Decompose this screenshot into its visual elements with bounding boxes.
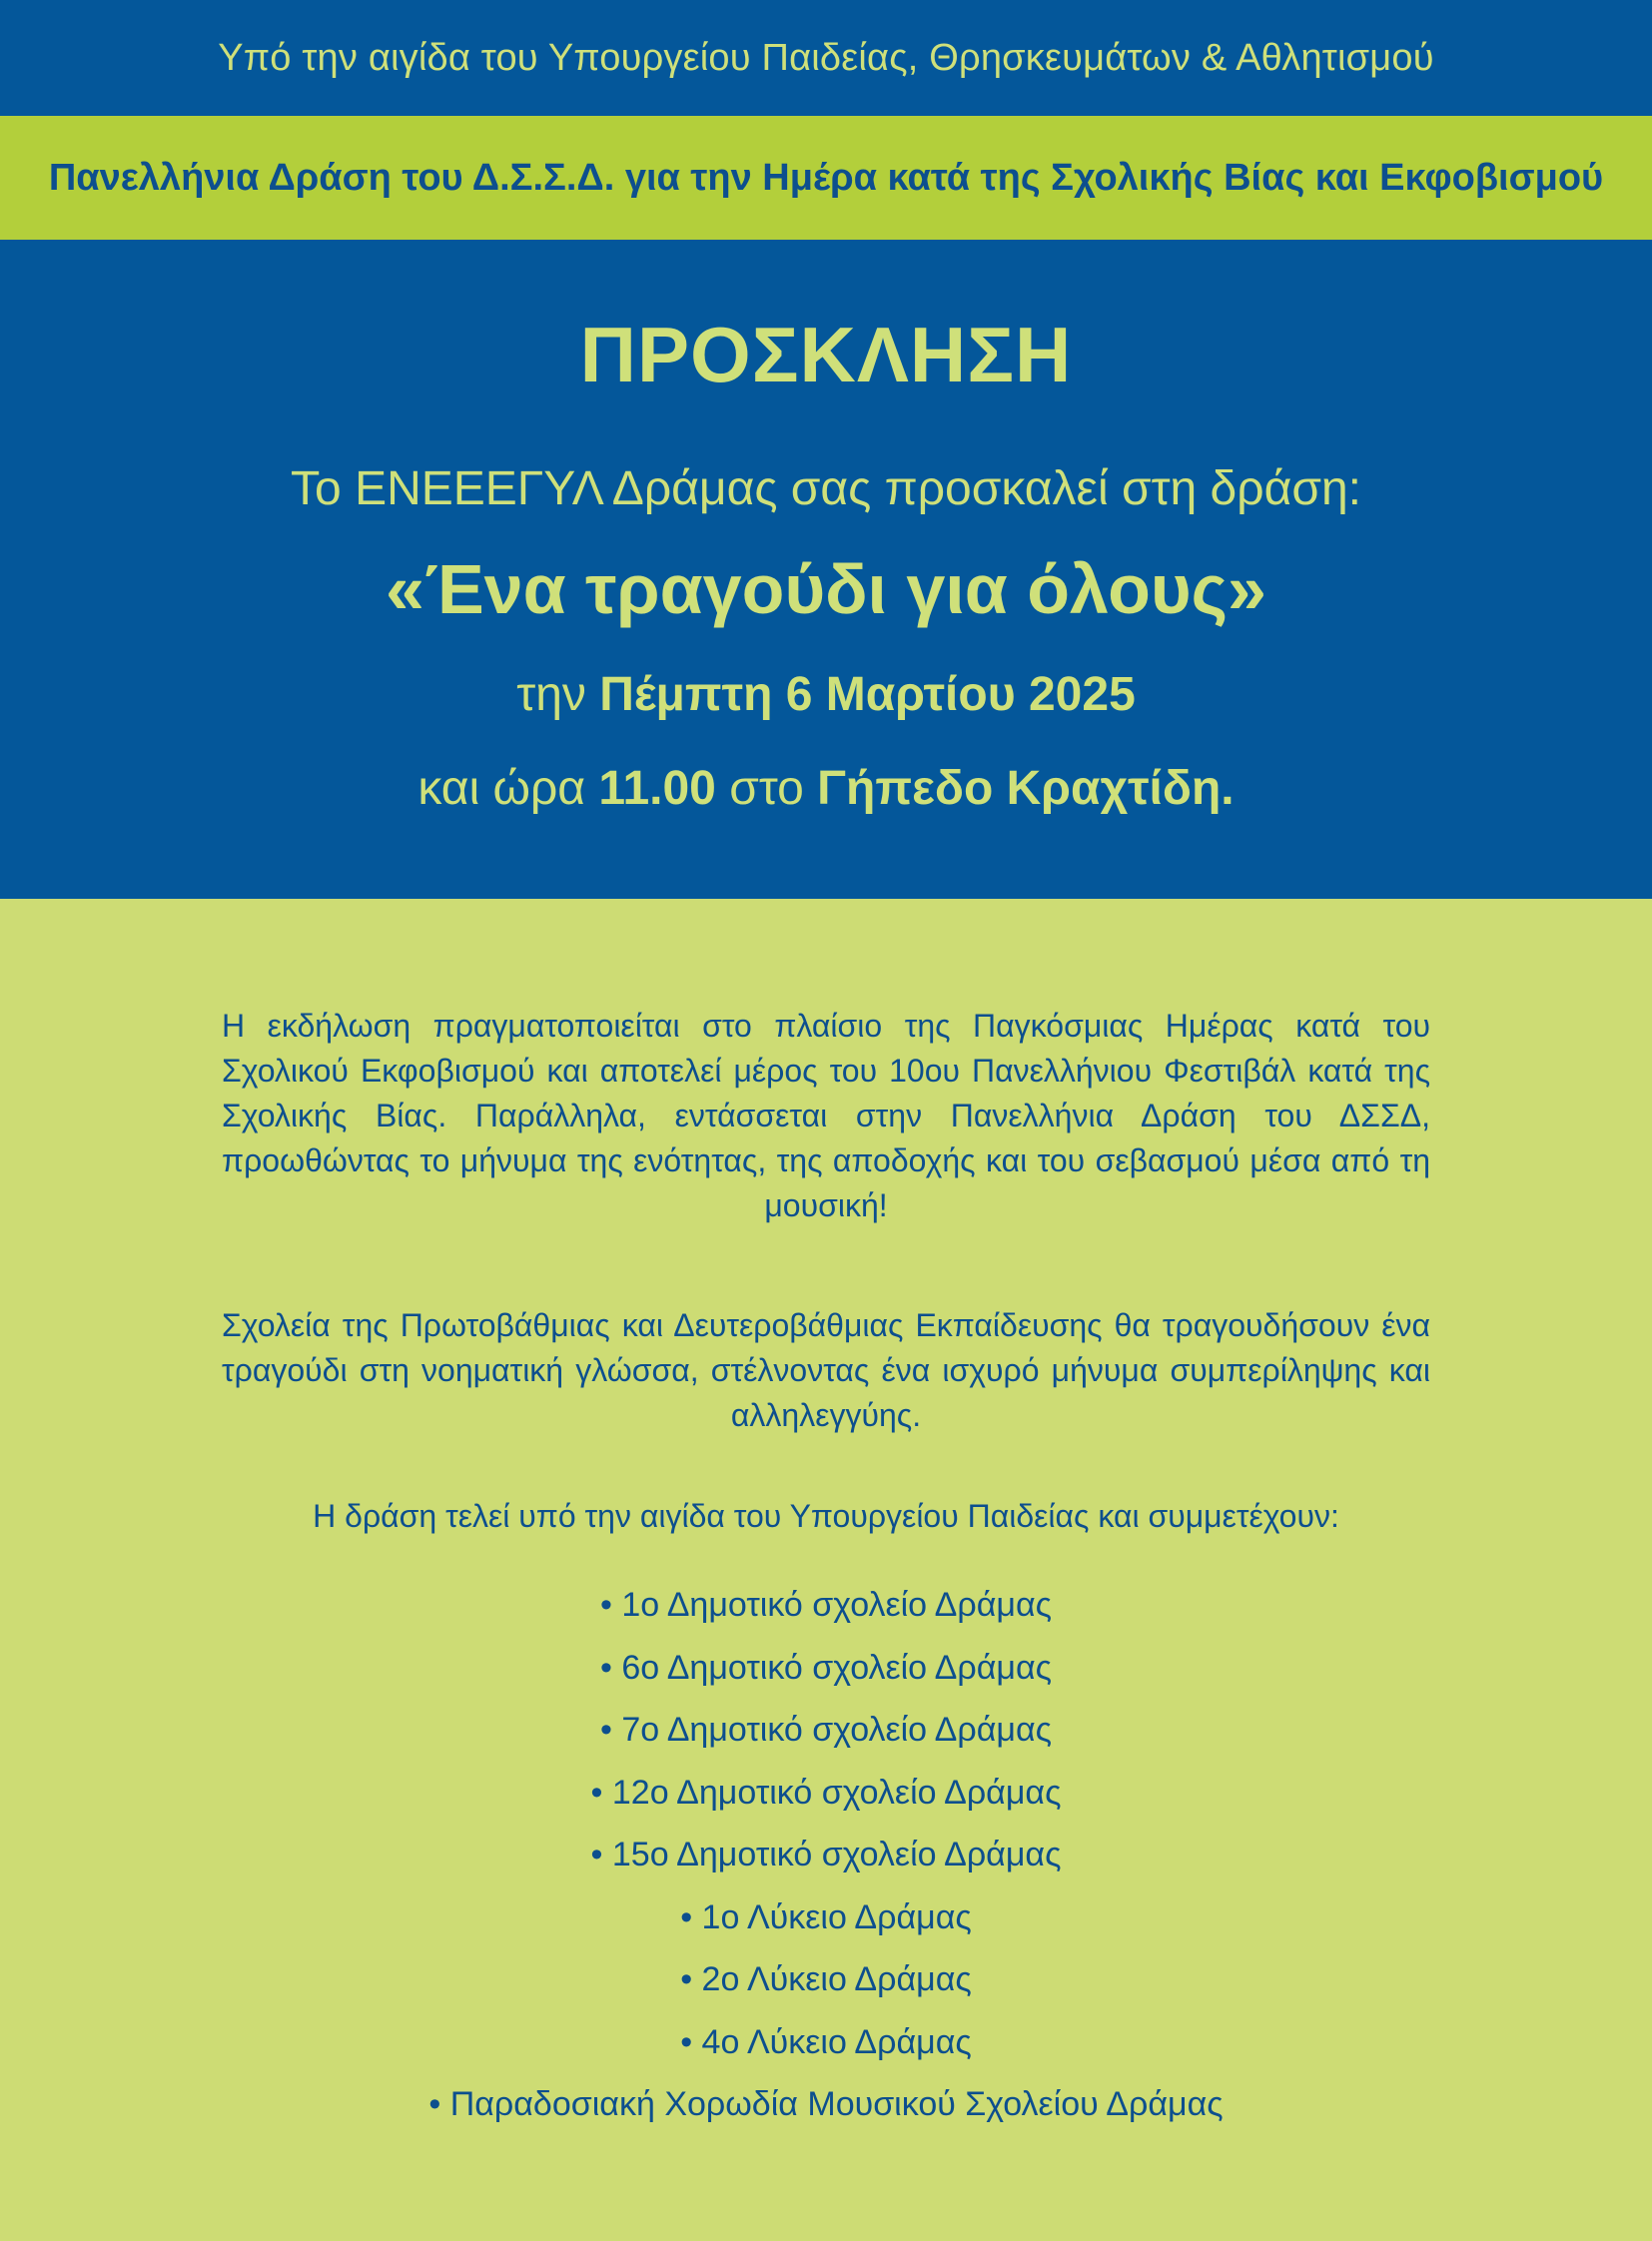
- participants-intro: Η δράση τελεί υπό την αιγίδα του Υπουργείου Παιδείας και συμμετέχουν:: [313, 1498, 1339, 1534]
- participants-list: [0, 1574, 1652, 2136]
- place-prefix: στο: [715, 762, 818, 815]
- event-date-line: [0, 667, 1652, 722]
- list-item: • 2ο Λύκειο Δράμας: [680, 1960, 972, 1998]
- list-item: • 4ο Λύκειο Δράμας: [680, 2022, 972, 2061]
- list-item: • 7ο Δημοτικό σχολείο Δράμας: [599, 1711, 1052, 1749]
- action-banner: [0, 116, 1652, 240]
- list-item: • 15ο Δημοτικό σχολείο Δράμας: [590, 1836, 1062, 1873]
- patronage-banner: [0, 0, 1652, 116]
- event-place: Γήπεδο Κραχτίδη.: [817, 762, 1235, 815]
- description-paragraph: Η εκδήλωση πραγματοποιείται στο πλαίσιο της Παγκόσμιας Ημέρας κατά του Σχολικού Εκφοβισμού και αποτελεί μέρος του 10ου Πανελλήνιου Φεστιβάλ κατά της Σχολικής Βίας. Παράλληλα, εντάσσεται στην Πανελλήνια Δράση του ΔΣΣΔ, προωθώντας το μήνυμα της ενότητας, της αποδοχής και του σεβασμού μέσα από τη μουσική!: [222, 1008, 1430, 1223]
- date-prefix: την: [516, 668, 600, 721]
- list-item: • 12ο Δημοτικό σχολείο Δράμας: [590, 1773, 1062, 1812]
- list-item: • Παραδοσιακή Χορωδία Μουσικού Σχολείου Δράμας: [428, 2085, 1224, 2123]
- invitation-intro: Το ΕΝΕΕΕΓΥΛ Δράμας σας προσκαλεί στη δράση:: [291, 462, 1361, 515]
- participation-paragraph: Σχολεία της Πρωτοβάθμιας και Δευτεροβάθμιας Εκπαίδευσης θα τραγουδήσουν ένα τραγούδι στη νοηματική γλώσσα, στέλνοντας ένα ισχυρό μήνυμα συμπερίληψης και αλληλεγγύης.: [222, 1307, 1430, 1433]
- action-text: Πανελλήνια Δράση του Δ.Σ.Σ.Δ. για την Ημέρα κατά της Σχολικής Βίας και Εκφοβισμού: [48, 156, 1604, 199]
- invitation-title: ΠΡΟΣΚΛΗΣΗ: [579, 311, 1073, 398]
- event-date: Πέμπτη 6 Μαρτίου 2025: [599, 668, 1136, 721]
- event-time-line: [0, 761, 1652, 816]
- event-name: «Ένα τραγούδι για όλους»: [386, 550, 1266, 628]
- list-item: • 6ο Δημοτικό σχολείο Δράμας: [599, 1648, 1052, 1687]
- time-prefix: και ώρα: [417, 762, 599, 815]
- event-time: 11.00: [598, 762, 716, 815]
- details-section: [0, 899, 1652, 2241]
- patronage-text: Υπό την αιγίδα του Υπουργείου Παιδείας, Θρησκευμάτων & Αθλητισμού: [218, 36, 1434, 79]
- list-item: • 1ο Λύκειο Δράμας: [680, 1897, 972, 1936]
- invitation-hero: [0, 240, 1652, 899]
- list-item: • 1ο Δημοτικό σχολείο Δράμας: [599, 1586, 1052, 1624]
